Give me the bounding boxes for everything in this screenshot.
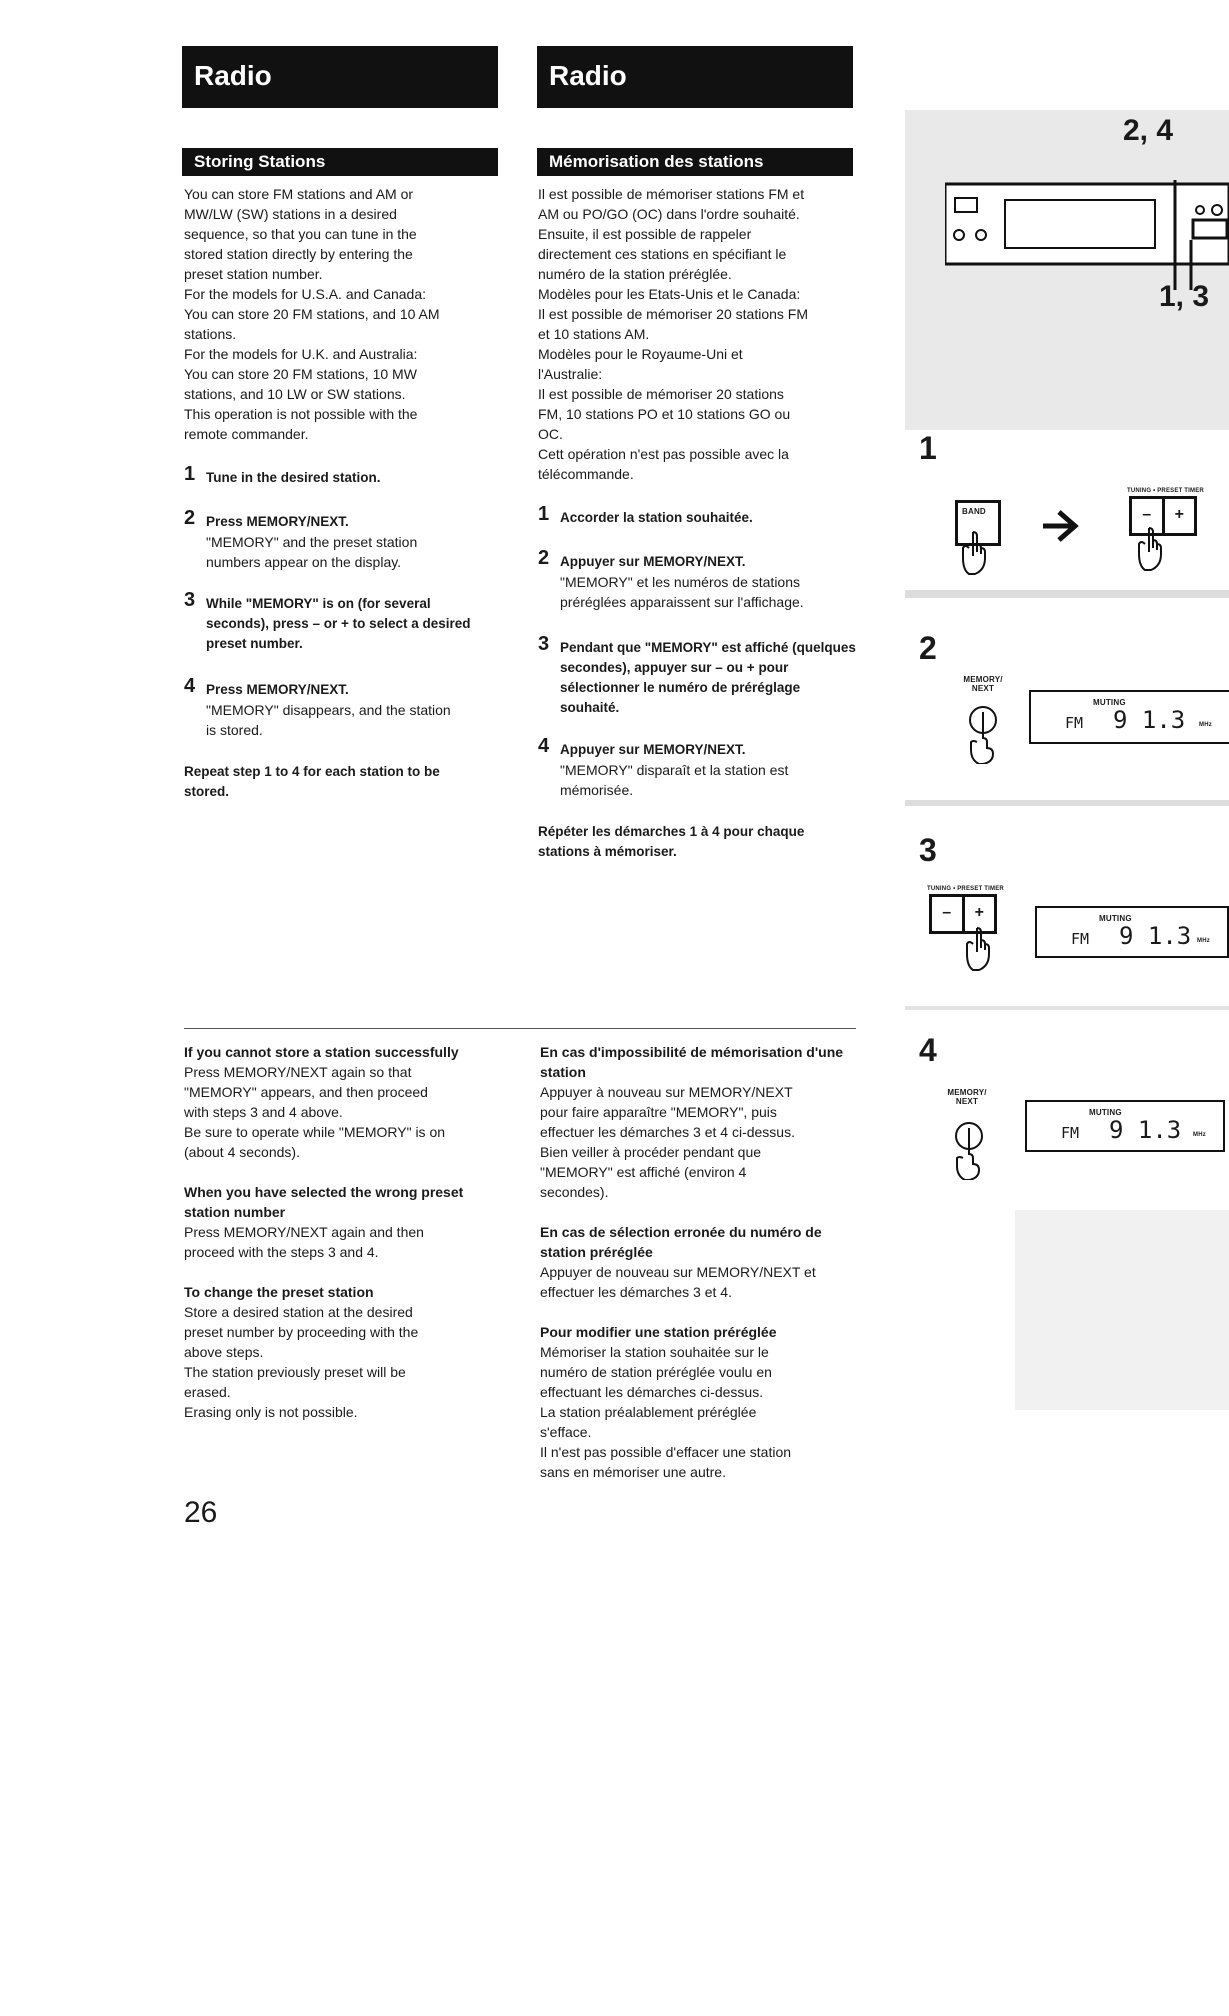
minus-button: – [1132, 499, 1165, 533]
hand-pointer-icon [1137, 526, 1173, 572]
english-step-3 [184, 589, 484, 654]
step-heading: Accorder la station souhaitée. [560, 510, 753, 525]
step-heading: Appuyer sur MEMORY/NEXT. [560, 554, 746, 569]
memory-next-button-icon [967, 704, 1007, 764]
arrow-right-icon [1041, 508, 1083, 544]
french-step-1 [538, 503, 868, 528]
minus-button: – [932, 897, 965, 931]
illustration-step-3: 3 [919, 832, 937, 868]
memory-next-label: MEMORY/ NEXT [947, 1088, 987, 1106]
section-divider [184, 1028, 856, 1029]
note-body: Appuyer à nouveau sur MEMORY/NEXT pour faire apparaître "MEMORY", puis effectuer les démarches 3 et 4 ci-dessus. Bien veiller à procéder pendant que "MEMORY" est affiché (environ 4 secondes). [540, 1084, 795, 1200]
display-panel-step-2 [1029, 690, 1229, 744]
step-heading: Pendant que "MEMORY" est affiché (quelques secondes), appuyer sur – ou + pour sélectionner le numéro de préréglage souhaité. [560, 640, 856, 715]
memory-next-button-icon [953, 1120, 993, 1180]
step-heading: Press MEMORY/NEXT. [206, 514, 349, 529]
muting-label: MUTING [1099, 914, 1132, 923]
divider-texture [905, 1006, 1229, 1010]
panel-body [945, 184, 1229, 264]
display-unit: MHz [1193, 1132, 1206, 1138]
tuning-label: TUNING • PRESET TIMER [927, 886, 1004, 892]
english-note-2 [184, 1182, 504, 1262]
step-body: "MEMORY" disappears, and the station is stored. [206, 702, 451, 738]
display-unit: MHz [1199, 722, 1212, 728]
step-number: 4 [538, 735, 550, 757]
display-band: FM [1071, 930, 1090, 948]
step-number: 2 [184, 507, 196, 529]
note-title: When you have selected the wrong preset station number [184, 1184, 464, 1220]
step-number: 1 [184, 463, 196, 485]
display-frequency: 9 1.3 [1109, 1116, 1182, 1144]
callout-steps-2-4: 2, 4 [1123, 114, 1174, 147]
background-fade [905, 90, 1229, 110]
english-step-2 [184, 507, 504, 572]
tuning-label: TUNING • PRESET TIMER [1127, 488, 1204, 494]
step-number: 1 [538, 503, 550, 525]
divider-texture [905, 590, 1229, 598]
note-title: En cas d'impossibilité de mémorisation d'une station [540, 1044, 844, 1080]
note-body: Press MEMORY/NEXT again and then proceed with the steps 3 and 4. [184, 1224, 424, 1260]
note-title: Pour modifier une station préréglée [540, 1324, 777, 1340]
note-body: Press MEMORY/NEXT again so that "MEMORY" appears, and then proceed with steps 3 and 4 above. Be sure to operate while "MEMORY" is on (about 4 seconds). [184, 1064, 446, 1160]
english-note-3 [184, 1282, 504, 1422]
step-body: "MEMORY" et les numéros de stations préréglées apparaissent sur l'affichage. [560, 574, 804, 610]
french-step-2 [538, 547, 868, 612]
french-step-4 [538, 735, 868, 800]
callout-steps-1-3: 1, 3 [1159, 280, 1210, 313]
french-repeat-note: Répéter les démarches 1 à 4 pour chaque stations à mémoriser. [538, 824, 805, 859]
display-unit: MHz [1197, 938, 1210, 944]
note-body: Appuyer de nouveau sur MEMORY/NEXT et effectuer les démarches 3 et 4. [540, 1264, 816, 1300]
step-body: "MEMORY" disparaît et la station est mémorisée. [560, 762, 789, 798]
step-number: 3 [184, 589, 196, 611]
step-heading: While "MEMORY" is on (for several seconds), press – or + to select a desired preset number. [206, 596, 471, 651]
step-heading: Appuyer sur MEMORY/NEXT. [560, 742, 746, 757]
note-title: En cas de sélection erronée du numéro de station préréglée [540, 1224, 822, 1260]
band-label: BAND [962, 507, 986, 516]
note-title: To change the preset station [184, 1284, 374, 1300]
english-intro: You can store FM stations and AM or MW/LW (SW) stations in a desired sequence, so that you can tune in the stored station directly by entering the preset station number. For the models for U.S.A. and Canada: You can store 20 FM stations, and 10 AM stations. For the models for U.K. and Australia: You can store 20 FM stations, 10 MW stations, and 10 LW or SW stations. This operation is not possible with the remote commander. [184, 186, 440, 442]
english-section-title: Storing Stations [182, 148, 498, 176]
english-note-1 [184, 1042, 504, 1162]
display-band: FM [1061, 1124, 1080, 1142]
step-body: "MEMORY" and the preset station numbers appear on the display. [206, 534, 418, 570]
panel-button-pair [1193, 220, 1227, 238]
french-section-title: Mémorisation des stations [537, 148, 853, 176]
illustration-step-1: 1 [919, 430, 937, 466]
french-note-3 [540, 1322, 860, 1482]
english-step-1 [184, 463, 504, 488]
display-panel-step-3 [1035, 906, 1229, 958]
english-notes [184, 1042, 504, 1422]
plus-button: + [1174, 506, 1184, 523]
muting-label: MUTING [1089, 1108, 1122, 1117]
english-repeat-note: Repeat step 1 to 4 for each station to be stored. [184, 764, 440, 799]
step-number: 2 [538, 547, 550, 569]
hand-pointer-icon [961, 530, 997, 576]
hand-pointer-icon [965, 926, 1001, 972]
muting-label: MUTING [1093, 698, 1126, 707]
note-body: Mémoriser la station souhaitée sur le numéro de station préréglée voulu en effectuant les démarches ci-dessus. La station préalablement préréglée s'efface. Il n'est pas possible d'effacer une station sans en mémoriser une autre. [540, 1344, 792, 1480]
french-note-1 [540, 1042, 860, 1202]
page-number: 26 [184, 1496, 218, 1529]
french-step-3 [538, 633, 858, 718]
illustration-step-2: 2 [919, 630, 937, 666]
french-notes [540, 1042, 860, 1482]
stereo-front-panel [945, 180, 1229, 290]
divider-texture [905, 800, 1229, 806]
step-heading: Tune in the desired station. [206, 470, 381, 485]
step-heading: Press MEMORY/NEXT. [206, 682, 349, 697]
french-note-2 [540, 1222, 860, 1302]
background-texture [1015, 1210, 1229, 1410]
english-step-4 [184, 675, 504, 740]
note-body: Store a desired station at the desired preset number by proceeding with the above steps. The station previously preset will be erased. Erasing only is not possible. [184, 1304, 419, 1420]
english-header: Radio [182, 46, 498, 108]
illustration-column [905, 90, 1229, 1450]
illustration-step-4: 4 [919, 1032, 937, 1068]
display-frequency: 9 1.3 [1119, 922, 1192, 950]
step-number: 4 [184, 675, 196, 697]
note-title: If you cannot store a station successfully [184, 1044, 459, 1060]
display-frequency: 9 1.3 [1113, 706, 1186, 734]
display-band: FM [1065, 714, 1084, 732]
french-header: Radio [537, 46, 853, 108]
french-intro: Il est possible de mémoriser stations FM et AM ou PO/GO (OC) dans l'ordre souhaité. Ensuite, il est possible de rappeler directement ces stations en spécifiant le numéro de la station préréglée. Modèles pour les Etats-Unis et le Canada: Il est possible de mémoriser 20 stations FM et 10 stations AM. Modèles pour le Royaume-Uni et l'Australie: Il est possible de mémoriser 20 stations FM, 10 stations PO et 10 stations GO ou OC. Cett opération n'est pas possible avec la télécommande. [538, 186, 808, 482]
display-panel-step-4 [1025, 1100, 1225, 1152]
memory-next-label: MEMORY/ NEXT [963, 675, 1003, 693]
step-number: 3 [538, 633, 550, 655]
plus-button: + [974, 904, 984, 921]
